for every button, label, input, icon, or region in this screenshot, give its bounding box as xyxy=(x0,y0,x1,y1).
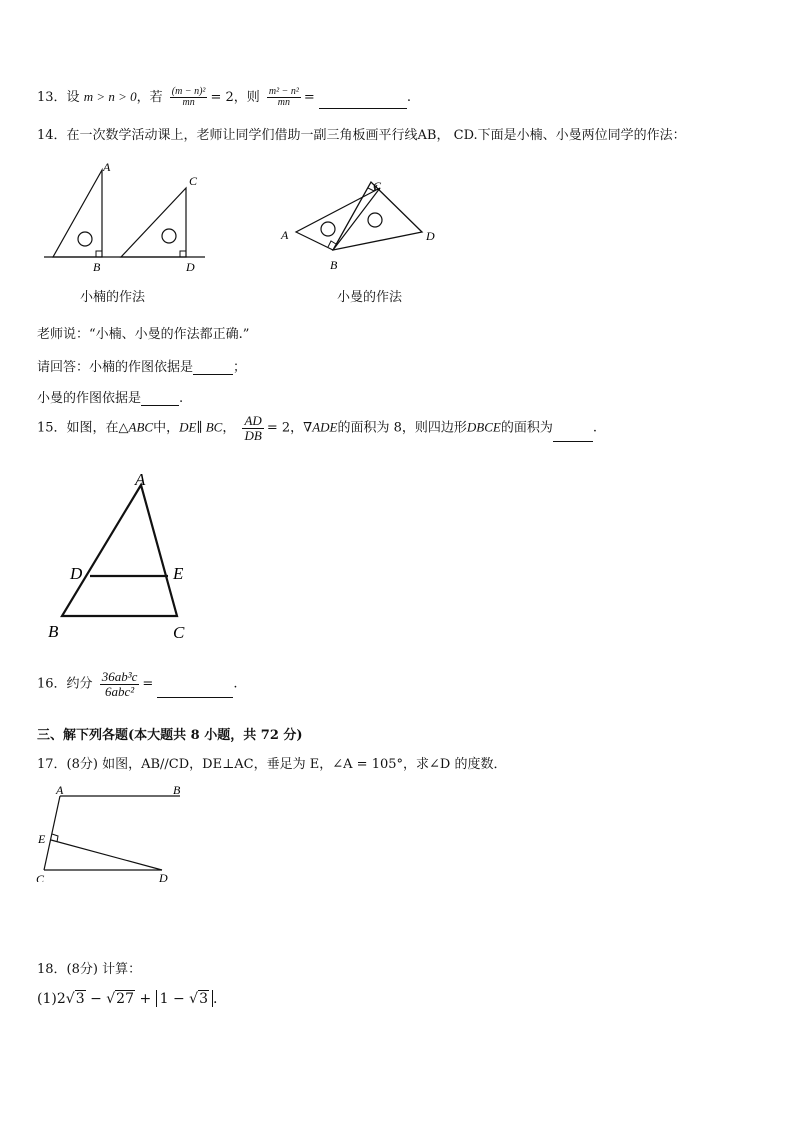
question-14-text: 14．在一次数学活动课上，老师让同学们借助一副三角板画平行线AB， CD.下面是小楠、小曼两位同学的作法： xyxy=(37,128,686,143)
label-C: C xyxy=(373,179,382,193)
ask-end: . xyxy=(179,391,184,406)
label-B: B xyxy=(173,783,181,797)
label-A: A xyxy=(135,470,146,489)
q15-text: 15．如图，在 xyxy=(37,420,119,436)
label-A: A xyxy=(103,160,111,174)
label-A: A xyxy=(56,783,64,797)
q13-condition: m > n > 0 xyxy=(83,89,137,104)
label-C: C xyxy=(189,174,198,188)
coefficient: 2 xyxy=(56,991,66,1007)
question-18-part-1: (1)2√3 − √27 + 1 − √3 . xyxy=(37,991,218,1007)
answer-blank[interactable] xyxy=(157,683,233,698)
frac-numerator: (m − n)² xyxy=(171,85,206,97)
q13-fraction-2 xyxy=(267,87,301,109)
q15-text: 的面积为 8，则四边形 xyxy=(337,420,467,436)
answer-blank[interactable] xyxy=(193,361,233,375)
q16-end: . xyxy=(233,676,238,692)
xiaoman-diagram xyxy=(276,170,446,285)
q15-parallel: DE∥ BC xyxy=(179,419,223,435)
label-D: D xyxy=(70,564,83,583)
part-label: (1) xyxy=(37,991,57,1007)
q13-text: ，则 xyxy=(233,90,260,105)
section-heading: 三、解下列各题(本大题共 8 小题，共 72 分) xyxy=(37,728,303,743)
q13-text: 设 xyxy=(66,90,80,105)
radicand: 3 xyxy=(199,991,209,1007)
answer-blank[interactable] xyxy=(319,94,407,109)
q15-end: . xyxy=(592,420,598,436)
label-A: A xyxy=(281,228,289,242)
label-B: B xyxy=(330,258,338,272)
q13-equals: = 2 xyxy=(210,90,234,105)
ask-text: 请回答：小楠的作图依据是 xyxy=(37,360,194,375)
question-13 xyxy=(37,86,411,109)
question-14-ask-1 xyxy=(37,356,246,375)
frac-numerator: m² − n² xyxy=(268,85,299,97)
q15-text: ， xyxy=(290,420,304,436)
label-C: C xyxy=(36,872,45,882)
frac-numerator: 36ab³c xyxy=(101,669,138,684)
ask-end: ； xyxy=(233,360,247,375)
parallel-lines-diagram xyxy=(32,782,192,882)
triangle-abc-diagram xyxy=(40,468,210,648)
q15-text: ， xyxy=(222,420,236,436)
q17-text: ，求∠D 的度数． xyxy=(403,757,507,772)
caption-xiaoman: 小曼的作法 xyxy=(337,290,403,305)
xiaonan-diagram xyxy=(40,160,210,280)
label-B: B xyxy=(48,622,59,641)
label-D: D xyxy=(426,229,435,243)
q13-equals: = xyxy=(303,90,315,105)
q15-triangle: △ABC xyxy=(118,419,154,435)
frac-denominator: mn xyxy=(182,97,195,108)
label-E: E xyxy=(38,832,46,846)
q17-angle: ∠A = 105° xyxy=(332,757,404,772)
operator: + xyxy=(139,991,152,1007)
q18-end: . xyxy=(213,991,218,1007)
q16-equals: = xyxy=(142,676,154,692)
q15-text: 中， xyxy=(153,420,180,436)
q13-end: . xyxy=(406,90,412,105)
frac-denominator: DB xyxy=(244,427,262,443)
q15-fraction xyxy=(242,414,263,442)
q15-quadrilateral: DBCE xyxy=(466,419,501,435)
frac-denominator: 6abc² xyxy=(104,683,135,699)
label-C: C xyxy=(173,623,185,642)
q15-area-triangle: ∇ADE xyxy=(303,419,338,435)
q13-fraction-1 xyxy=(170,87,208,109)
ask-text: 小曼的作图依据是 xyxy=(37,391,142,406)
operator: − xyxy=(90,991,102,1007)
caption-xiaonan: 小楠的作法 xyxy=(80,290,146,305)
teacher-remark: 老师说：“小楠、小曼的作法都正确.” xyxy=(37,327,250,342)
question-number: 13． xyxy=(37,90,67,105)
q16-fraction xyxy=(100,670,140,698)
question-14-ask-2 xyxy=(37,387,183,406)
question-15 xyxy=(37,414,597,442)
q15-text: 的面积为 xyxy=(500,420,553,436)
frac-denominator: mn xyxy=(277,97,290,108)
q16-text: 16．约分 xyxy=(37,676,93,692)
q13-text: ，若 xyxy=(136,90,163,105)
frac-numerator: AD xyxy=(244,413,262,428)
radicand: 3 xyxy=(75,991,85,1007)
answer-blank[interactable] xyxy=(141,392,179,406)
answer-blank[interactable] xyxy=(553,428,593,442)
question-18: 18．(8分) 计算： xyxy=(37,962,142,977)
question-17 xyxy=(37,753,506,772)
abs-content: 1 − xyxy=(159,991,185,1007)
q17-text: 17．(8分) 如图，AB//CD，DE⊥AC，垂足为 E， xyxy=(37,757,333,772)
absolute-value: 1 − √3 xyxy=(156,990,213,1007)
label-D: D xyxy=(186,260,195,274)
radicand: 27 xyxy=(116,991,134,1007)
question-16 xyxy=(37,670,238,698)
q15-equals: = 2 xyxy=(266,420,291,436)
label-E: E xyxy=(173,564,184,583)
label-D: D xyxy=(159,871,168,882)
label-B: B xyxy=(93,260,101,274)
